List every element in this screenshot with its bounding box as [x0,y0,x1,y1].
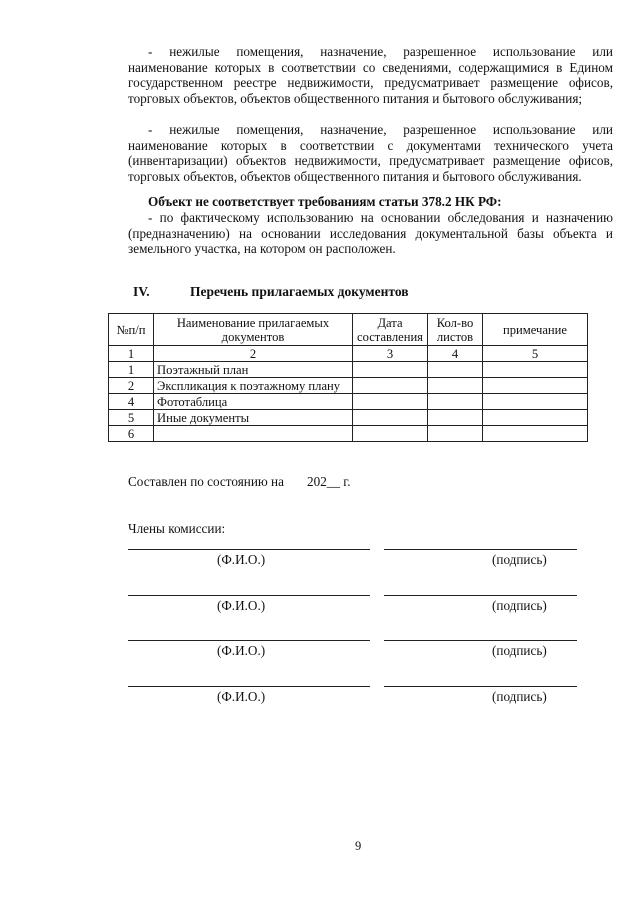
fio-label: (Ф.И.О.) [217,552,266,567]
table-cell: Экспликация к поэтажному плану [154,378,353,394]
paragraph-egrn: - нежилые помещения, назначение, разрешенное использование или наименование которых в соответствии со сведениями, содержащимися в Едином государственном реестре недвижимости, предусматривает размещение офисов, торговых объектов, объектов общественного питания и бытового обслуживания; [128,44,613,106]
table-header-row [109,314,588,346]
signature-line [384,686,577,687]
table-cell [353,362,428,378]
table-cell [428,362,483,378]
table-cell: 4 [428,346,483,362]
fio-line [128,640,370,641]
table-cell: 1 [109,346,154,362]
table-cell [428,394,483,410]
table-row [109,378,588,394]
table-cell [428,426,483,442]
table-cell [483,410,588,426]
fio-line [128,595,370,596]
documents-table [108,313,588,442]
paragraph-actual-use: - по фактическому использованию на основании обследования и назначению (предназначению) на основании исследования документальной базы объекта и земельного участка, на котором он расположен. [128,210,613,257]
table-cell: 2 [154,346,353,362]
table-cell: 5 [483,346,588,362]
table-cell [428,410,483,426]
fio-line [128,686,370,687]
signature-line [384,549,577,550]
table-cell: 5 [109,410,154,426]
table-row [109,410,588,426]
table-cell: 1 [109,362,154,378]
commission-members-label: Члены комиссии: [128,521,226,536]
table-row [109,426,588,442]
state-date-line: Составлен по состоянию на 202__ г. [128,474,351,489]
header-cell-number: №п/п [109,314,154,346]
table-cell [353,426,428,442]
table-cell: Фототаблица [154,394,353,410]
header-cell-note: примечание [483,314,588,346]
table-cell [428,378,483,394]
section-number: IV. [133,284,150,299]
signature-label: (подпись) [492,689,547,704]
signature-label: (подпись) [492,643,547,658]
table-cell [353,394,428,410]
signature-line [384,640,577,641]
table-cell: 4 [109,394,154,410]
signature-label: (подпись) [492,552,547,567]
header-cell-date: Дата составления [353,314,428,346]
table-column-numbers-row [109,346,588,362]
section-title: Перечень прилагаемых документов [190,284,409,299]
fio-label: (Ф.И.О.) [217,643,266,658]
table-cell [154,426,353,442]
table-cell [353,378,428,394]
table-cell [483,378,588,394]
signature-line [384,595,577,596]
paragraph-technical-accounting: - нежилые помещения, назначение, разрешенное использование или наименование которых в соответствии с документами технического учета (инвентаризации) объектов недвижимости, предусматривает размещение офисов, торговых объектов, объектов общественного питания и бытового обслуживания. [128,122,613,184]
fio-label: (Ф.И.О.) [217,689,266,704]
header-cell-sheets: Кол-во листов [428,314,483,346]
table-cell [353,410,428,426]
table-cell: 3 [353,346,428,362]
fio-line [128,549,370,550]
table-cell [483,394,588,410]
paragraph-non-compliance: Объект не соответствует требованиям статьи 378.2 НК РФ: [148,194,502,209]
table-cell: 6 [109,426,154,442]
table-cell [483,362,588,378]
fio-label: (Ф.И.О.) [217,598,266,613]
table-cell: Иные документы [154,410,353,426]
page-number: 9 [355,839,362,853]
table-row [109,394,588,410]
header-cell-name: Наименование прилагаемых документов [154,314,353,346]
table-cell: Поэтажный план [154,362,353,378]
signature-label: (подпись) [492,598,547,613]
table-row [109,362,588,378]
table-cell [483,426,588,442]
table-cell: 2 [109,378,154,394]
